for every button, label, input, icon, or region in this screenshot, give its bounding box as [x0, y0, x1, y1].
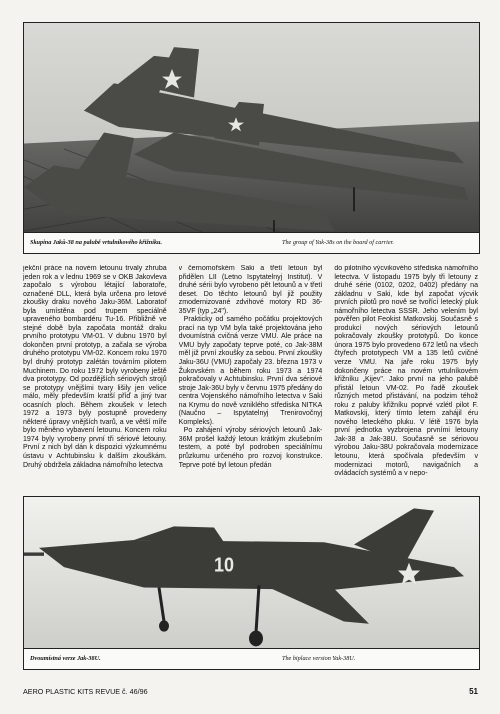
caption-english: The biplace version Yak-38U.: [282, 655, 356, 662]
paragraph: do pilotního výcvikového střediska námořního letectva. V listopadu 1975 byly tři letouny z druhé série (0102, 0202, 0402) předány na základnu v Saki, kde byl započat výcvik prvních pilotů pro nově se tvořící letecký pluk námořního letectva SSSR. Jeho velením byl pověřen pilot Feokist Matkovskij. Současně s produkcí nových sériových letounů pokračovaly zkoušky prototypů. Do konce února 1975 bylo provedeno 672 letů na všech čtyřech prototypech VM a 135 letů cvičné verze VMU. Na jaře roku 1975 byly dokončeny práce na novém vrtulníkovém křižníku „Kijev". Jako první na jeho palubě přistál letoun VM-02. Po řadě zkoušek různých metod přistávání, na podzim téhož roku z paluby křižníku poprvé vzlétl pilot F. Matkovskij, který tímto letem zahájil éru nového leteckého pluku. V létě 1976 byla první jednotka vyzbrojena prvními letouny Jak-38 a Jak-38U. Současně se sériovou výrobou Jaku-38U pokračovala modernizace letounu, která spočívala především v modernizaci motorů, navigačních a ovládacích systémů a v nepo-: [334, 265, 479, 478]
aircraft-number: 10: [214, 554, 235, 577]
column-2: [179, 265, 323, 489]
bottom-photo-caption: [24, 648, 479, 669]
caption-czech: Skupina Jaků-38 na palubě vrtulníkového křižníku.: [30, 239, 163, 246]
column-1: [23, 265, 167, 489]
carrier-deck-photo: [23, 22, 480, 254]
paragraph: jekční práce na novém letounu trvaly zhruba jeden rok a v lednu 1969 se v OKB Jakovleva započalo s výrobou létající laboratoře, označené DLL, která byla určena pro letové zkoušky draku nového Jaku-36M. Laboratoř byla umístěna pod trupem speciálně upraveného bombardéru Tu-16. Přibližně ve stejné době byla započata montáž draku prvního prototypu VM-01. V dubnu 1970 byl dokončen první prototyp, a začala se výroba druhého prototypu VM-02. Koncem roku 1970 byl druhý prototyp zalétán továrním pilotem Muchinem. Do roku 1972 byly vyrobeny ještě dva prototypy. Od pozdějších sériových strojů se prototypy vnějšími tvary lišily jen velice málo, měly především kratší příď a jiný tvar ocasních ploch. Během zkoušek v letech 1972 a 1973 byly postupně provedeny některé úpravy vnějších tvarů, a ve větší míře bylo měněno vybavení letounu. Koncem roku 1974 byly vyrobeny první tři sériové letouny. První z nich byl dán k dispozici výzkumnému ústavu v Achtubinsku k dalším zkouškám. Druhý obdržela základna námořního letectva: [23, 265, 167, 469]
page-number: 51: [469, 687, 478, 696]
caption-czech: Dvoumístná verze Jak-38U.: [30, 655, 101, 662]
column-3: [334, 265, 478, 489]
top-photo-caption: [24, 232, 479, 253]
paragraph: v černomořském Saki a třetí letoun byl přidělen LII (Letno Ispytatelnyj Institut). V druhé sérii bylo vyrobeno pět letounů a v třetí deset. Do těchto letounů byl již použity zmodernizované zdvihové motory RD 36-35VF (typ „24").: [178, 265, 323, 315]
paragraph: Po zahájení výroby sériových letounů Jak-36M prošel každý letoun krátkým zkušebním testem, a poté byl podroben speciálnímu průzkumu určeného pro rozvoj konstrukce. Teprve poté byl letoun předán: [178, 427, 323, 469]
page-footer: [23, 686, 478, 698]
yak38u-photo: [23, 496, 480, 670]
carrier-deck-illustration: [24, 23, 479, 253]
article-body: [23, 265, 478, 489]
journal-title: AERO PLASTIC KITS REVUE č. 46/96: [23, 687, 148, 696]
paragraph: Prakticky od samého počátku projektových prací na typ VM byla také projektována jeho dvoumístná cvičná verze VMU. Ale práce na VMU byly započaty teprve poté, co Jak-38M měl již první zkoušky za sebou. První zkoušky Jaku-36U (VMU) započaly 23. března 1973 v Žukovském a během roku 1973 a 1974 pokračovaly v Achtubinsku. První dva sériové stroje Jak-36U byly v červnu 1975 předány do centra Vojenského námořního letectva v Saki na Krymu do nově vzniklého střediska NITKA (Naučno – Ispytatelnyj Trenirovočnyj Kompleks).: [178, 316, 323, 426]
yak38u-illustration: [24, 497, 479, 669]
caption-english: The group of Yak-38s on the board of carrier.: [282, 239, 394, 246]
